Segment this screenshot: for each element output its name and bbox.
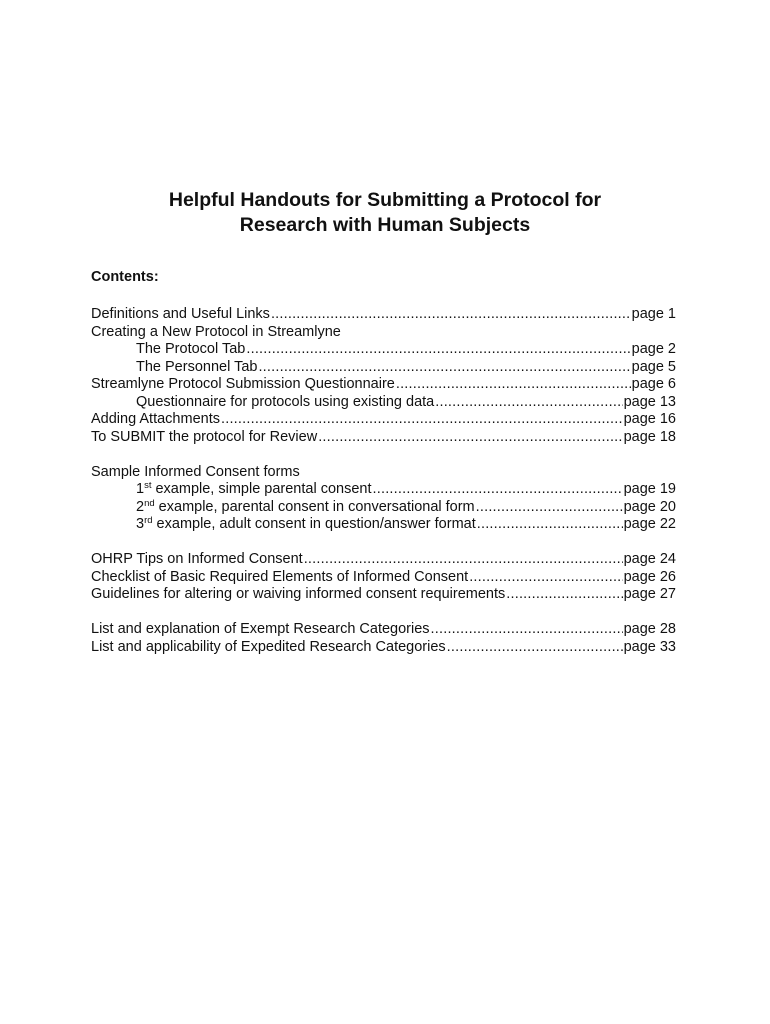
toc-entry-page: page 33: [623, 638, 676, 655]
toc-entry-text: example, parental consent in conversational form: [154, 498, 475, 515]
toc-entry-label: The Personnel Tab: [136, 358, 258, 375]
ordinal-suffix: rd: [144, 515, 153, 526]
toc-entry-label: [136, 481, 372, 499]
toc-entry-label: Questionnaire for protocols using existing data: [136, 393, 435, 410]
toc-entry-page: page 19: [623, 481, 676, 497]
dot-leader: [271, 306, 631, 324]
dot-leader: [246, 341, 630, 359]
dot-leader: [435, 394, 622, 412]
title-line-2: Research with Human Subjects: [239, 214, 531, 236]
toc-entry-page: page 22: [623, 516, 676, 532]
toc-entry-label: The Protocol Tab: [136, 341, 246, 357]
toc-entry-checklist: [91, 569, 676, 587]
ordinal-number: 2: [136, 498, 145, 515]
toc-entry-page: page 27: [623, 586, 676, 602]
ordinal-suffix: nd: [144, 497, 155, 509]
toc-entry-definitions: [91, 306, 676, 324]
dot-leader: [373, 481, 623, 499]
toc-entry-creating: [91, 324, 676, 342]
toc-entry-page: page 6: [631, 376, 676, 392]
section-gap: [91, 534, 676, 552]
dot-leader: [476, 499, 623, 517]
toc-entry-submit: [91, 429, 676, 447]
section-gap: [91, 604, 676, 622]
dot-leader: [431, 621, 623, 639]
toc-entry-text: example, adult consent in question/answer format: [152, 516, 476, 532]
section-gap: [91, 446, 676, 464]
toc-entry-page: page 2: [631, 341, 676, 357]
dot-leader: [258, 359, 630, 377]
ordinal-number: 1: [136, 481, 145, 497]
toc-entry-label: Streamlyne Protocol Submission Questionnaire: [91, 376, 395, 392]
toc-entry-guidelines: [91, 586, 676, 604]
toc-entry-example-2: [91, 499, 676, 517]
toc-entry-text: example, simple parental consent: [151, 481, 372, 497]
toc-entry-page: page 20: [623, 498, 676, 515]
toc-entry-protocol-tab: [91, 341, 676, 359]
toc-entry-label: Creating a New Protocol in Streamlyne: [91, 323, 341, 340]
toc-entry-label: Adding Attachments: [91, 411, 220, 427]
toc-entry-page: page 26: [623, 568, 676, 585]
title-line-1: Helpful Handouts for Submitting a Protocol for: [168, 189, 602, 211]
toc-entry-label: Guidelines for altering or waiving informed consent requirements: [91, 586, 506, 602]
toc-entry-page: page 18: [623, 428, 676, 445]
toc-entry-page: page 16: [623, 411, 676, 427]
toc-entry-label: Definitions and Useful Links: [91, 306, 270, 322]
toc-entry-questionnaire: [91, 376, 676, 394]
ordinal-number: 3: [136, 516, 145, 532]
toc-entry-label: [136, 516, 476, 534]
contents-heading: Contents:: [91, 269, 159, 285]
toc-entry-sample-forms: [91, 464, 676, 482]
dot-leader: [304, 551, 623, 569]
toc-entry-page: page 24: [623, 551, 676, 567]
toc-entry-existing-data: [91, 394, 676, 412]
table-of-contents: [91, 306, 676, 656]
toc-entry-label: List and applicability of Expedited Research Categories: [91, 638, 446, 655]
dot-leader: [221, 411, 623, 429]
toc-entry-label: OHRP Tips on Informed Consent: [91, 551, 303, 567]
toc-entry-label: Checklist of Basic Required Elements of Informed Consent: [91, 568, 469, 585]
toc-entry-page: page 13: [623, 393, 676, 410]
dot-leader: [469, 569, 622, 587]
toc-entry-page: page 1: [631, 306, 676, 322]
document-title: [0, 188, 770, 238]
toc-entry-label: [136, 499, 475, 517]
dot-leader: [477, 516, 623, 534]
toc-entry-page: page 5: [631, 358, 676, 375]
toc-entry-ohrp: [91, 551, 676, 569]
toc-entry-label: Sample Informed Consent forms: [91, 463, 300, 480]
toc-entry-page: page 28: [623, 621, 676, 637]
toc-entry-attachments: [91, 411, 676, 429]
toc-entry-example-1: [91, 481, 676, 499]
toc-entry-label: List and explanation of Exempt Research Categories: [91, 621, 430, 637]
dot-leader: [318, 429, 622, 447]
toc-entry-expedited: [91, 639, 676, 657]
dot-leader: [396, 376, 631, 394]
toc-entry-example-3: [91, 516, 676, 534]
dot-leader: [506, 586, 622, 604]
ordinal-suffix: st: [144, 480, 152, 491]
toc-entry-label: To SUBMIT the protocol for Review: [91, 428, 318, 445]
toc-entry-personnel-tab: [91, 359, 676, 377]
dot-leader: [447, 639, 623, 657]
toc-entry-exempt: [91, 621, 676, 639]
